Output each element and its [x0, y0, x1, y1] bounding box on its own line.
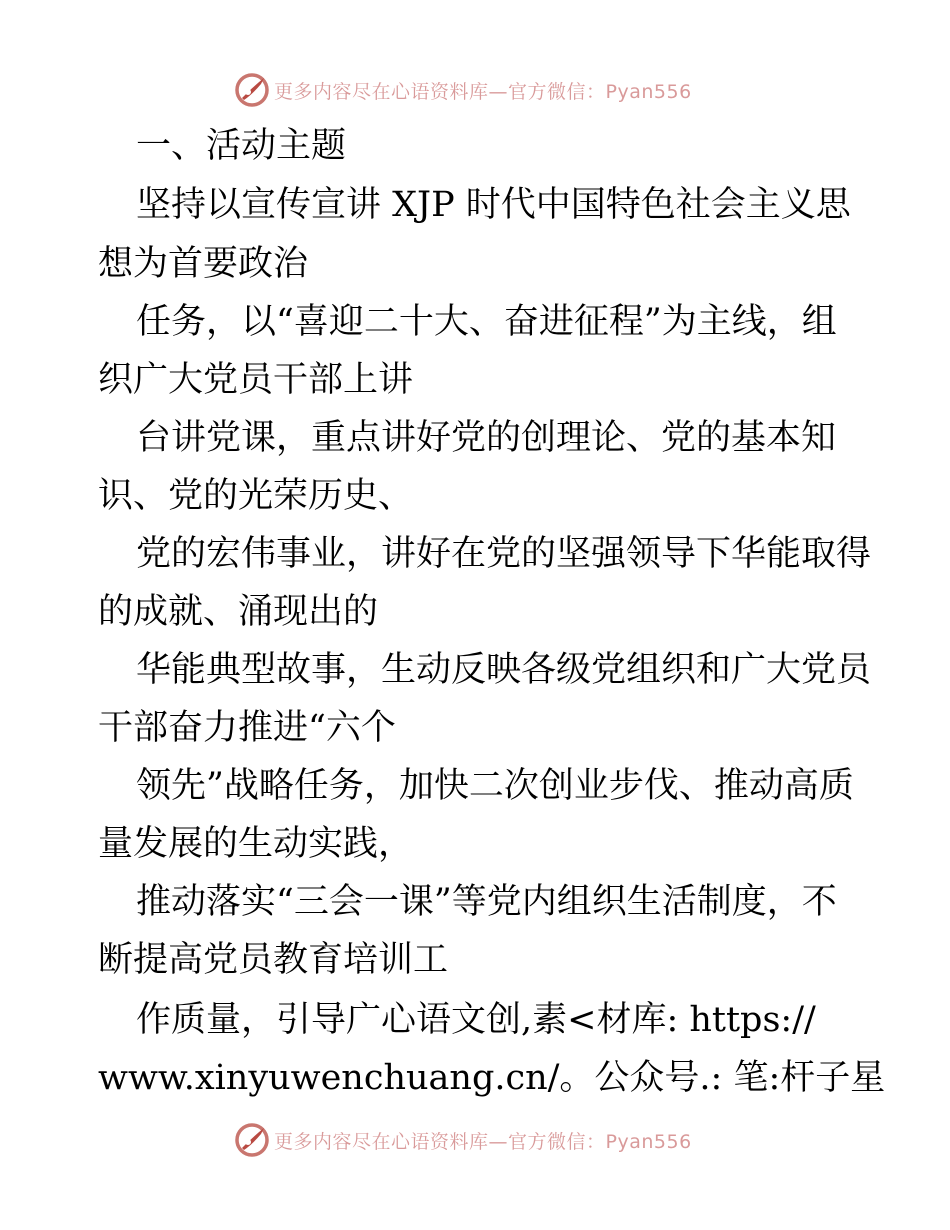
paragraph-line: 党的宏伟事业，讲好在党的坚强领导下华能取得: [136, 534, 872, 574]
paragraph-line: 干部奋力推进“六个: [98, 708, 396, 748]
paragraph-line: 织广大党员干部上讲: [98, 360, 414, 400]
paragraph-line: 断提高党员教育培训工: [98, 940, 449, 980]
watermark-text: 更多内容尽在心语资料库—官方微信：Pyan556: [274, 1130, 692, 1153]
header-watermark: [234, 70, 692, 110]
paragraph-line: 华能典型故事，生动反映各级党组织和广大党员: [136, 650, 872, 690]
section-heading: 一、活动主题: [136, 126, 347, 166]
paragraph-line: 作质量，引导广心语文创,素<材库: https://: [136, 1000, 816, 1040]
paragraph-line: 领先”战略任务，加快二次创业步伐、推动高质: [136, 766, 854, 806]
watermark-text: 更多内容尽在心语资料库—官方微信：Pyan556: [274, 80, 692, 103]
paragraph-line: 想为首要政治: [98, 244, 309, 284]
paragraph-line: www.xinyuwenchuang.cn/。公众号.: 笔:杆子星: [98, 1058, 886, 1098]
paragraph-line: 推动落实“三会一课”等党内组织生活制度，不: [136, 882, 837, 922]
paragraph-line: 台讲党课，重点讲好党的创理论、党的基本知: [136, 418, 837, 458]
footer-watermark: [234, 1120, 692, 1160]
brush-logo-icon: [234, 72, 270, 108]
brush-logo-icon: [234, 1122, 270, 1158]
paragraph-line: 量发展的生动实践，: [98, 824, 414, 864]
paragraph-line: 识、党的光荣历史、: [98, 476, 414, 516]
paragraph-line: 任务，以“喜迎二十大、奋进征程”为主线，组: [136, 302, 837, 342]
paragraph-line: 坚持以宣传宣讲 XJP 时代中国特色社会主义思: [136, 185, 851, 225]
paragraph-line: 的成就、涌现出的: [98, 592, 379, 632]
